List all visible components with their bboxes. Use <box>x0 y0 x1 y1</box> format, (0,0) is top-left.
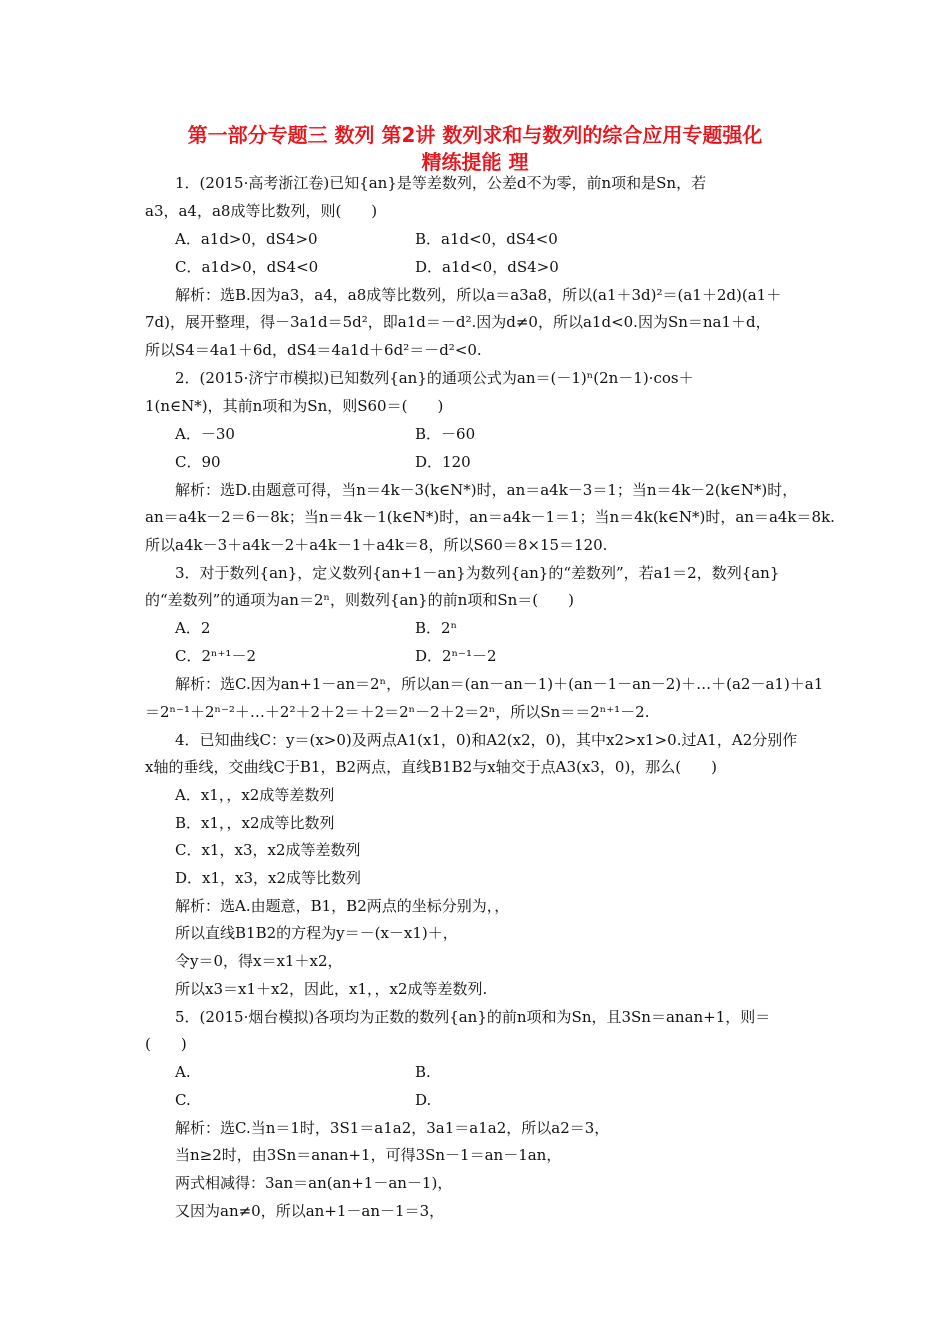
q1-stem-line-2: a3，a4，a8成等比数列，则( ) <box>145 202 378 220</box>
q2-option-d: D．120 <box>415 453 471 471</box>
q4-option-c: C．x1，x3，x2成等差数列 <box>175 841 361 859</box>
q4-solution-line-2: 所以直线B1B2的方程为y＝－(x－x1)＋， <box>175 924 458 942</box>
q1-option-d: D．a1d<0，dS4>0 <box>415 258 559 276</box>
q2-solution-line-2: an＝a4k－2＝6－8k；当n＝4k－1(k∈N*)时，an＝a4k－1＝1；当n＝4k(k∈N*)时，an＝a4k＝8k. <box>145 508 835 526</box>
title-line-1: 第一部分专题三 数列 第2讲 数列求和与数列的综合应用专题强化 <box>187 123 763 147</box>
q1-option-c: C．a1d>0，dS4<0 <box>175 258 319 276</box>
q5-stem-line-1: 5．(2015·烟台模拟)各项均为正数的数列{an}的前n项和为Sn，且3Sn＝anan+1，则＝ <box>175 1008 771 1026</box>
q5-option-a: A. <box>175 1063 191 1081</box>
q3-stem-line-2: 的“差数列”的通项为an＝2ⁿ，则数列{an}的前n项和Sn＝( ) <box>145 591 574 609</box>
q4-solution-line-1: 解析：选A.由题意，B1，B2两点的坐标分别为，， <box>175 897 510 915</box>
q4-option-b: B．x1，，x2成等比数列 <box>175 814 335 832</box>
q2-stem-line-1: 2．(2015·济宁市模拟)已知数列{an}的通项公式为an＝(－1)ⁿ(2n－1)·cos＋ <box>175 369 694 387</box>
q1-stem-line-1: 1．(2015·高考浙江卷)已知{an}是等差数列，公差d不为零，前n项和是Sn，若 <box>175 174 707 192</box>
q3-solution-line-2: ＝2ⁿ⁻¹＋2ⁿ⁻²＋…＋2²＋2＋2＝＋2＝2ⁿ－2＋2＝2ⁿ，所以Sn＝＝2ⁿ⁺¹－2. <box>145 703 650 721</box>
q2-solution-line-1: 解析：选D.由题意可得，当n＝4k－3(k∈N*)时，an＝a4k－3＝1；当n＝4k－2(k∈N*)时， <box>175 481 798 499</box>
q3-solution-line-1: 解析：选C.因为an+1－an＝2ⁿ，所以an＝(an－an－1)＋(an－1－an－2)＋…＋(a2－a1)＋a1 <box>175 675 824 693</box>
q4-stem-line-1: 4．已知曲线C：y＝(x>0)及两点A1(x1，0)和A2(x2，0)，其中x2>x1>0.过A1，A2分别作 <box>175 731 798 749</box>
q4-option-d: D．x1，x3，x2成等比数列 <box>175 869 362 887</box>
q3-option-b: B．2ⁿ <box>415 619 458 637</box>
q5-solution-line-1: 解析：选C.当n＝1时，3S1＝a1a2，3a1＝a1a2，所以a2＝3， <box>175 1119 610 1137</box>
q3-option-a: A．2 <box>175 619 211 637</box>
q5-option-c: C. <box>175 1091 191 1109</box>
q3-stem-line-1: 3．对于数列{an}，定义数列{an+1－an}为数列{an}的“差数列”，若a1＝2，数列{an} <box>175 564 780 582</box>
q4-solution-line-3: 令y＝0，得x＝x1＋x2， <box>175 952 343 970</box>
q5-solution-line-4: 又因为an≠0，所以an+1－an－1＝3， <box>175 1202 445 1220</box>
q2-option-b: B．－60 <box>415 425 476 443</box>
q1-option-b: B．a1d<0，dS4<0 <box>415 230 558 248</box>
q2-option-a: A．－30 <box>175 425 235 443</box>
q1-option-a: A．a1d>0，dS4>0 <box>175 230 318 248</box>
document-title <box>120 122 830 176</box>
q2-stem-line-2: 1(n∈N*)，其前n项和为Sn，则S60＝( ) <box>145 397 444 415</box>
q5-stem-line-2: ( ) <box>145 1035 187 1053</box>
q2-solution-line-3: 所以a4k－3＋a4k－2＋a4k－1＋a4k＝8，所以S60＝8×15＝120. <box>145 536 608 554</box>
q1-solution-line-1: 解析：选B.因为a3，a4，a8成等比数列，所以a＝a3a8，所以(a1＋3d)²＝(a1＋2d)(a1＋ <box>175 286 782 304</box>
title-line-2: 精练提能 理 <box>421 150 529 174</box>
q4-solution-line-4: 所以x3＝x1＋x2，因此，x1，，x2成等差数列. <box>175 980 488 998</box>
q3-option-c: C．2ⁿ⁺¹－2 <box>175 647 256 665</box>
q3-option-d: D．2ⁿ⁻¹－2 <box>415 647 497 665</box>
q1-solution-line-3: 所以S4＝4a1＋6d，dS4＝4a1d＋6d²＝－d²<0. <box>145 341 482 359</box>
q5-option-d: D. <box>415 1091 432 1109</box>
q5-solution-line-3: 两式相减得：3an＝an(an+1－an－1)， <box>175 1174 453 1192</box>
q5-option-b: B. <box>415 1063 431 1081</box>
q4-option-a: A．x1，，x2成等差数列 <box>175 786 335 804</box>
q5-solution-line-2: 当n≥2时，由3Sn＝anan+1，可得3Sn－1＝an－1an， <box>175 1146 562 1164</box>
q4-stem-line-2: x轴的垂线，交曲线C于B1，B2两点，直线B1B2与x轴交于点A3(x3，0)，那么( ) <box>145 758 717 776</box>
q1-solution-line-2: 7d)，展开整理，得－3a1d＝5d²，即a1d＝－d².因为d≠0，所以a1d<0.因为Sn＝na1＋d， <box>145 313 771 331</box>
q2-option-c: C．90 <box>175 453 221 471</box>
